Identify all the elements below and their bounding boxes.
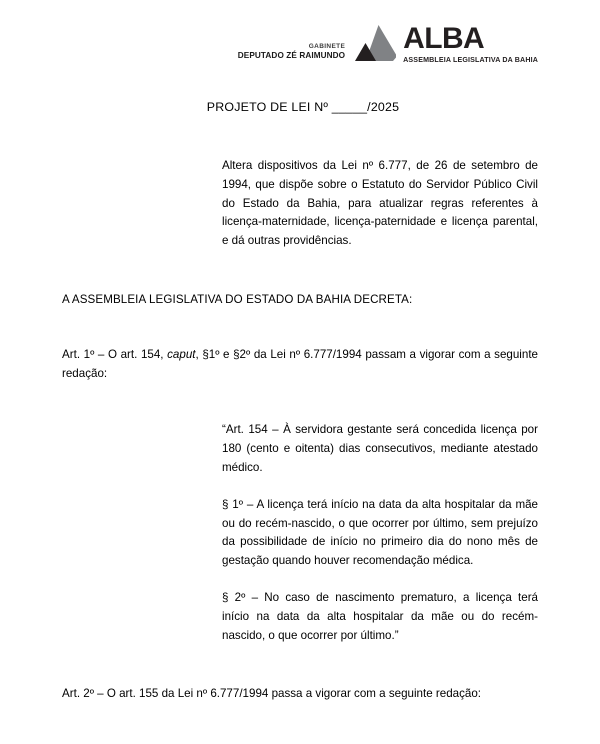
cabinet-identification xyxy=(238,22,345,60)
document-body xyxy=(62,100,538,704)
alba-wordmark-group xyxy=(403,24,538,64)
cabinet-label: GABINETE xyxy=(308,43,346,50)
alba-logo xyxy=(355,22,538,64)
alba-subtitle: ASSEMBLEIA LEGISLATIVA DA BAHIA xyxy=(403,55,538,64)
deputy-name: DEPUTADO ZÉ RAIMUNDO xyxy=(237,50,346,60)
alba-triangle-logo-icon xyxy=(355,24,397,64)
article-1-text-part-1: Art. 1º – O art. 154, xyxy=(62,347,168,361)
alba-wordmark: ALBA xyxy=(403,22,485,55)
page-title: PROJETO DE LEI Nº _____/2025 xyxy=(206,100,400,114)
article-1-text-part-2: , §1º e §2º da Lei nº 6.777/1994 passam a vigorar com a seguinte redação: xyxy=(62,347,539,380)
article-1-caput-italic: caput xyxy=(167,347,196,361)
article-2: Art. 2º – O art. 155 da Lei nº 6.777/1994 passa a vigorar com a seguinte redação: xyxy=(62,687,482,701)
letterhead xyxy=(62,22,538,78)
quoted-paragraph-2: § 2º – No caso de nascimento prematuro, a licença terá início na data da alta hospitalar da mãe ou do recém-nascido, o que ocorrer por último.” xyxy=(222,590,538,642)
quoted-caput-154: “Art. 154 – À servidora gestante será concedida licença por 180 (cento e oitenta) dias consecutivos, mediante atestado médico. xyxy=(222,423,538,475)
ementa-summary: Altera dispositivos da Lei nº 6.777, de 26 de setembro de 1994, que dispõe sobre o Estatuto do Servidor Público Civil do Estado da Bahia, para atualizar regras referentes à licença-maternidade, licença-paternidade e licença parental, e dá outras providências. xyxy=(222,159,538,248)
enacting-clause: A ASSEMBLEIA LEGISLATIVA DO ESTADO DA BAHIA DECRETA: xyxy=(62,292,413,306)
quoted-paragraph-1: § 1º – A licença terá início na data da alta hospitalar da mãe ou do recém-nascido, o que ocorrer por último, sem prejuízo da possibilidade de início no primeiro dia do nono mês de gestação quando houver recomendação médica. xyxy=(222,497,538,568)
quoted-law-text xyxy=(222,421,538,645)
article-1 xyxy=(62,346,538,384)
